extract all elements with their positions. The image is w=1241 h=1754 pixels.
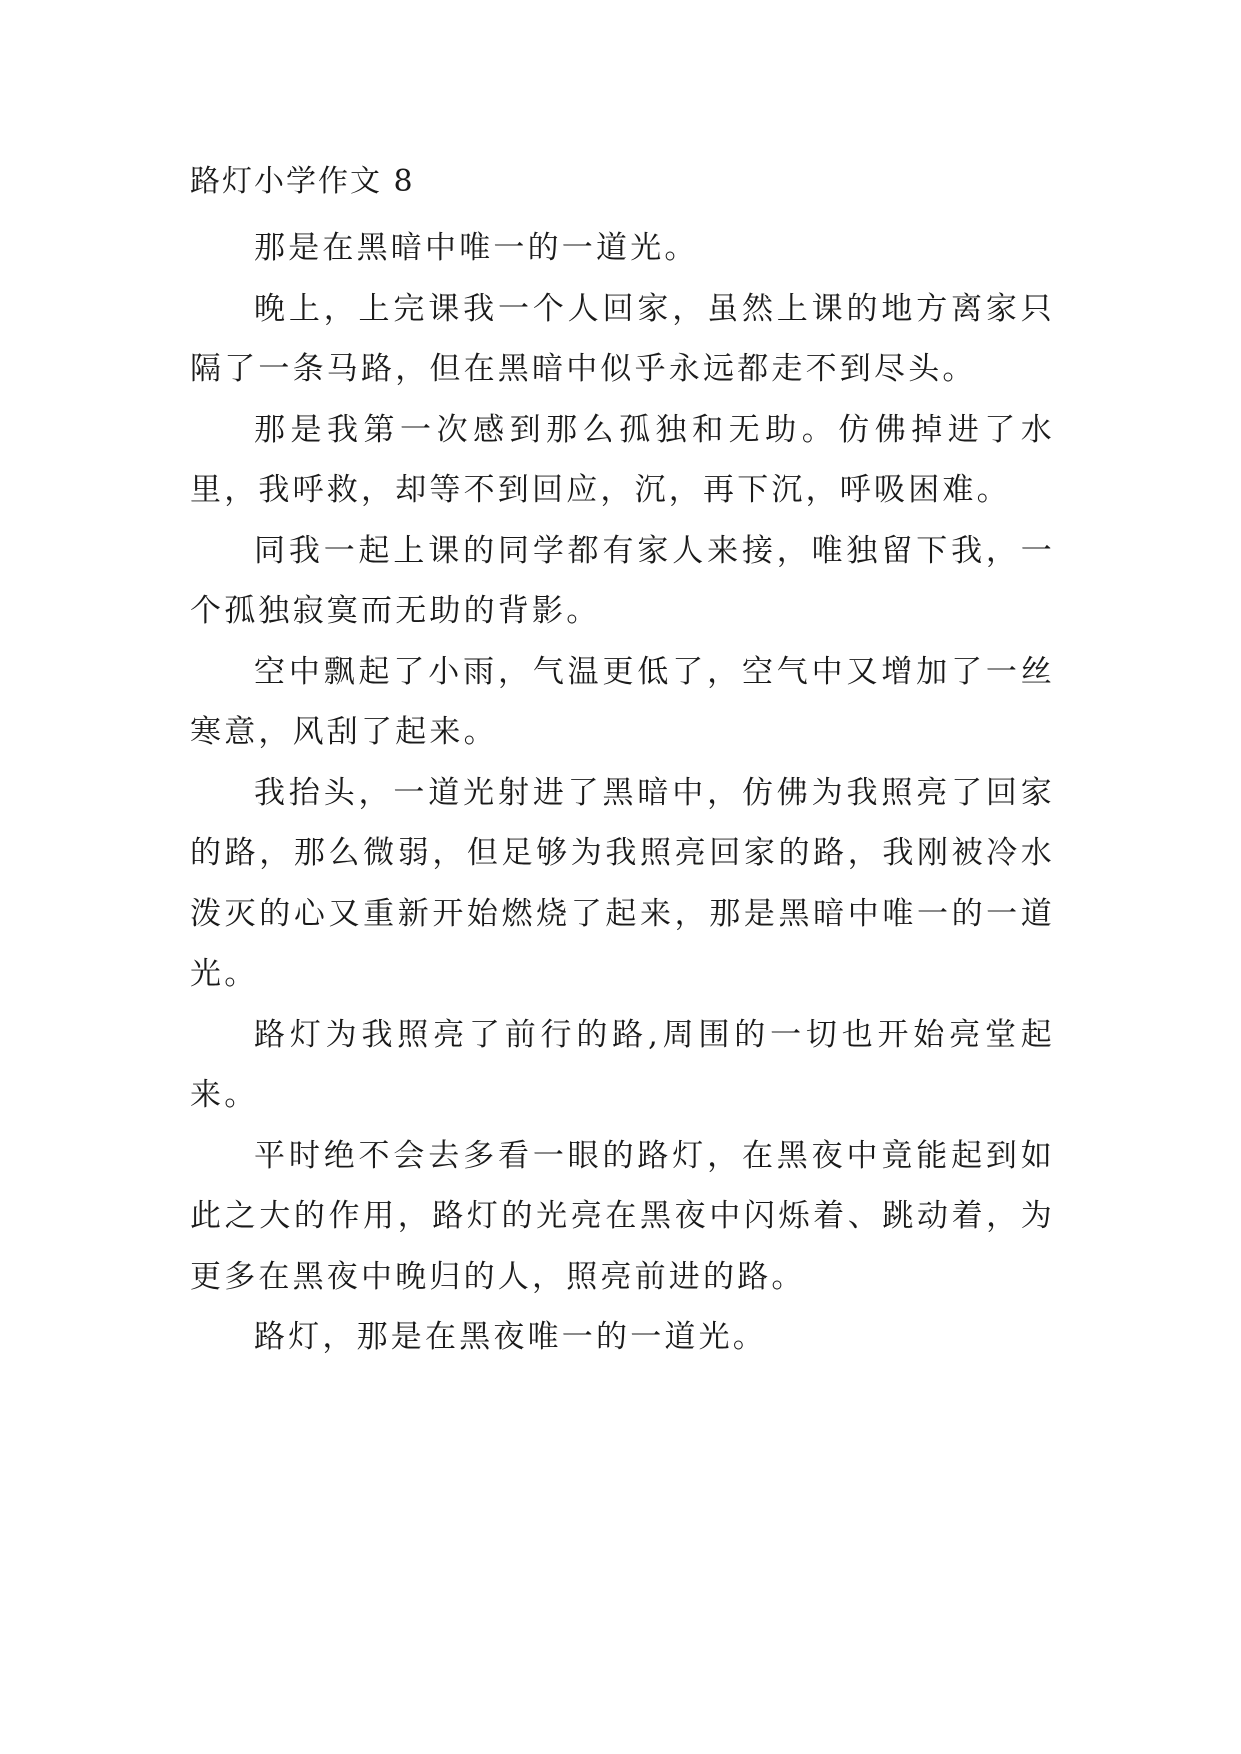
paragraph-1: 那是在黑暗中唯一的一道光。 <box>254 230 699 266</box>
paragraph-9: 路灯，那是在黑夜唯一的一道光。 <box>254 1319 767 1355</box>
paragraph-5: 空中飘起了小雨，气温更低了，空气中又增加了一丝寒意，风刮了起来。 <box>190 653 1055 750</box>
paragraph-8: 平时绝不会去多看一眼的路灯，在黑夜中竟能起到如此之大的作用，路灯的光亮在黑夜中闪烁着、跳动着，为更多在黑夜中晚归的人，照亮前进的路。 <box>190 1137 1055 1295</box>
paragraph-6: 我抬头，一道光射进了黑暗中，仿佛为我照亮了回家的路，那么微弱，但足够为我照亮回家的路，我刚被冷水泼灭的心又重新开始燃烧了起来，那是黑暗中唯一的一道光。 <box>190 774 1055 992</box>
paragraph-4: 同我一起上课的同学都有家人来接，唯独留下我，一个孤独寂寞而无助的背影。 <box>190 532 1055 629</box>
document-title: 路灯小学作文 8 <box>190 164 415 199</box>
paragraph-7: 路灯为我照亮了前行的路,周围的一切也开始亮堂起来。 <box>190 1016 1055 1113</box>
essay-body <box>190 218 1055 1368</box>
paragraph-2: 晚上，上完课我一个人回家，虽然上课的地方离家只隔了一条马路，但在黑暗中似乎永远都走不到尽头。 <box>190 290 1055 387</box>
paragraph-3: 那是我第一次感到那么孤独和无助。仿佛掉进了水里，我呼救，却等不到回应，沉，再下沉，呼吸困难。 <box>190 411 1055 508</box>
